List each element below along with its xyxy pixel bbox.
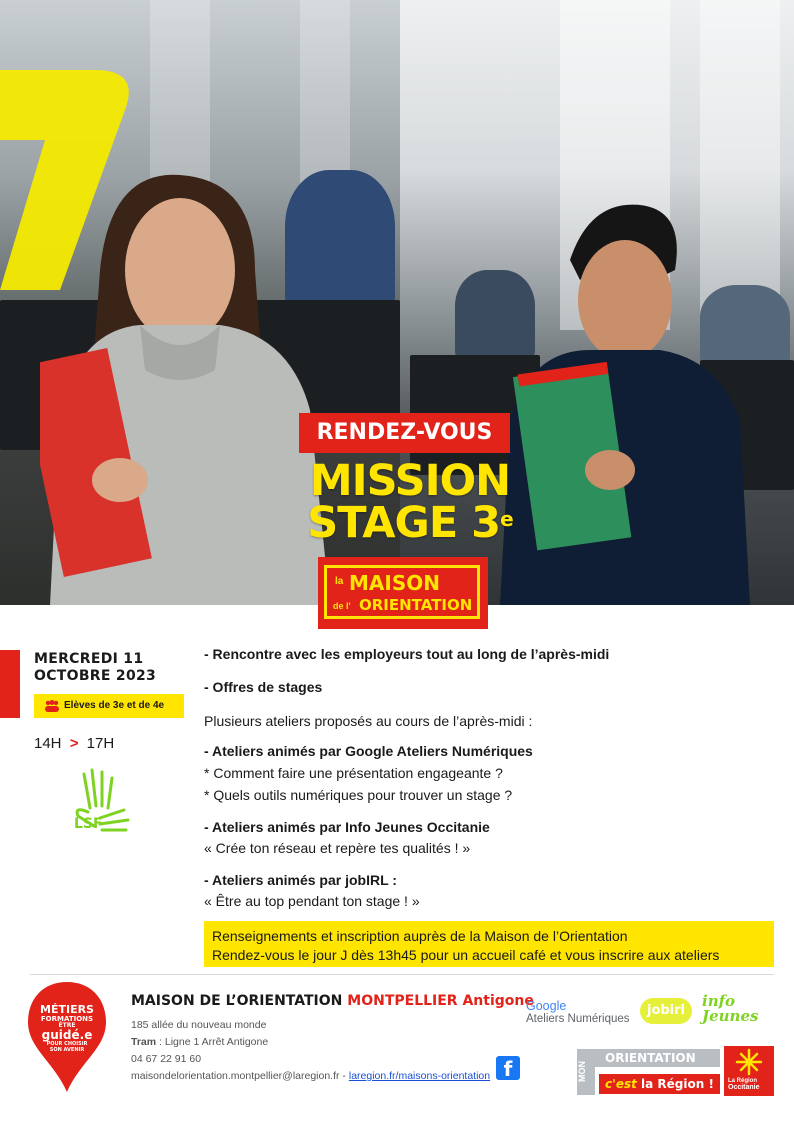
region-mon-text: MON bbox=[577, 1049, 595, 1095]
facebook-icon[interactable]: f bbox=[496, 1056, 520, 1080]
google-ateliers-logo bbox=[526, 999, 630, 1025]
occitanie-line1: La Région bbox=[728, 1078, 758, 1084]
footer-website-link[interactable]: laregion.fr/maisons-orientation bbox=[348, 1070, 491, 1082]
time-start: 14H bbox=[34, 735, 62, 752]
footer-tram-label: Tram bbox=[131, 1036, 157, 1048]
event-title bbox=[280, 456, 540, 548]
occitanie-text bbox=[728, 1078, 760, 1092]
logo-de-text: de l' bbox=[333, 601, 351, 611]
registration-info-box bbox=[204, 921, 774, 967]
metiers-line2: FORMATIONS bbox=[40, 1015, 94, 1023]
workshop-google-title: - Ateliers animés par Google Ateliers Numériques bbox=[204, 743, 533, 759]
footer-phone: 04 67 22 91 60 bbox=[131, 1053, 202, 1065]
occitanie-cross-icon bbox=[724, 1046, 774, 1078]
footer-address: 185 allée du nouveau monde bbox=[131, 1019, 267, 1031]
footer-tram bbox=[131, 1036, 268, 1048]
region-slogan-a: c'est bbox=[605, 1077, 637, 1091]
google-sub: Ateliers Numériques bbox=[526, 1013, 630, 1025]
metiers-line1: MÉTIERS bbox=[40, 1003, 94, 1016]
footer-title-location: MONTPELLIER Antigone bbox=[347, 993, 534, 1009]
logo-la-text: la bbox=[335, 576, 344, 587]
workshop-infojeunes-title: - Ateliers animés par Info Jeunes Occitanie bbox=[204, 819, 490, 835]
event-title-line2 bbox=[280, 498, 540, 548]
audience-badge bbox=[34, 694, 184, 718]
maison-orientation-logo bbox=[318, 557, 488, 629]
registration-line1: Renseignements et inscription auprès de la Maison de l’Orientation bbox=[212, 928, 628, 944]
maison-logo-frame bbox=[324, 565, 480, 619]
time-end: 17H bbox=[86, 735, 115, 752]
workshop-google-item1: * Comment faire une présentation engageante ? bbox=[204, 765, 503, 781]
info-jeunes-logo bbox=[702, 994, 778, 1028]
workshop-google-item2: * Quels outils numériques pour trouver un stage ? bbox=[204, 787, 513, 803]
event-title-line1: MISSION bbox=[309, 456, 511, 506]
workshop-jobirl-title: - Ateliers animés par jobIRL : bbox=[204, 872, 397, 888]
region-orientation-text: ORIENTATION bbox=[595, 1049, 720, 1067]
program-item-employers: - Rencontre avec les employeurs tout au long de l’après-midi bbox=[204, 646, 610, 662]
google-brand-text: Google bbox=[526, 999, 567, 1013]
group-icon bbox=[44, 700, 60, 712]
info-jeunes-line2: Jeunes bbox=[702, 1007, 759, 1025]
metiers-line4: guidé.e bbox=[41, 1028, 93, 1042]
google-brand bbox=[526, 999, 630, 1013]
registration-line2: Rendez-vous le jour J dès 13h45 pour un accueil café et vous inscrire aux ateliers bbox=[212, 947, 720, 963]
time-arrow: > bbox=[69, 735, 79, 752]
metiers-logo-text bbox=[28, 1000, 106, 1053]
footer-divider bbox=[30, 974, 774, 975]
footer-title-main: MAISON DE L’ORIENTATION bbox=[131, 993, 348, 1009]
metiers-line6: SON AVENIR bbox=[49, 1047, 85, 1053]
event-title-sup: e bbox=[500, 507, 513, 531]
region-slogan bbox=[599, 1074, 720, 1094]
info-jeunes-line1: info bbox=[702, 992, 736, 1010]
logo-maison-text: MAISON bbox=[349, 571, 440, 595]
metiers-line3: ÊTRE bbox=[58, 1022, 76, 1029]
event-date-line2: OCTOBRE 2023 bbox=[34, 668, 157, 684]
rendez-vous-badge: RENDEZ-VOUS bbox=[299, 413, 510, 453]
occitanie-line2: Occitanie bbox=[728, 1084, 760, 1091]
audience-text: Elèves de 3e et de 4e bbox=[64, 700, 165, 711]
workshop-infojeunes-item1: « Crée ton réseau et repère tes qualités ! » bbox=[204, 840, 471, 856]
program-item-offers: - Offres de stages bbox=[204, 679, 323, 695]
program-intro: Plusieurs ateliers proposés au cours de l’après-midi : bbox=[204, 713, 533, 729]
metiers-line5: POUR CHOISIR bbox=[46, 1041, 88, 1047]
lsf-label: LSF bbox=[74, 816, 103, 832]
footer-title bbox=[131, 993, 534, 1009]
footer-contact bbox=[131, 1070, 490, 1082]
event-date-line1: MERCREDI 11 bbox=[34, 651, 144, 667]
footer-email[interactable]: maisondelorientation.montpellier@laregion.fr - bbox=[131, 1070, 349, 1082]
event-title-line2-text: STAGE 3 bbox=[307, 498, 501, 548]
region-slogan-b: la Région ! bbox=[636, 1077, 714, 1091]
student-boy-image bbox=[500, 200, 750, 605]
workshop-jobirl-item1: « Être au top pendant ton stage ! » bbox=[204, 893, 420, 909]
logo-orientation-text: ORIENTATION bbox=[359, 596, 473, 614]
event-time bbox=[34, 735, 114, 752]
jobirl-logo: jobirl bbox=[640, 998, 692, 1024]
footer-tram-value: : Ligne 1 Arrêt Antigone bbox=[156, 1036, 269, 1048]
red-accent-bar bbox=[0, 650, 20, 718]
mon-orientation-region-logo bbox=[577, 1049, 720, 1095]
occitanie-region-logo bbox=[724, 1046, 774, 1096]
